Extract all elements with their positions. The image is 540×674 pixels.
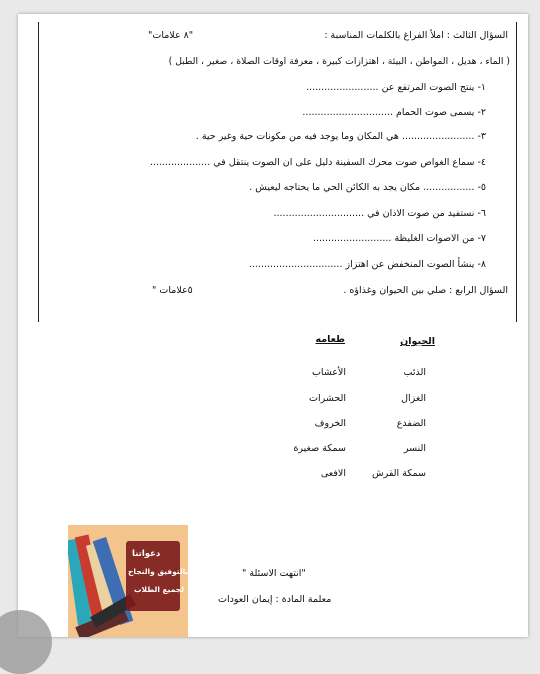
- q3-title: السؤال الثالث : املأ الفراغ بالكلمات المناسبة :: [324, 30, 508, 41]
- q3-word-bank: ( الماء ، هديل ، المواطن ، البيئة ، اهتزازات كبيرة ، معرفة اوقات الصلاة ، صغير ، الطبل ): [168, 56, 510, 67]
- q3-item-8: ٨- ينشأ الصوت المنخفض عن اهتزاز ...............................: [248, 259, 486, 270]
- food-item: الأعشاب: [311, 367, 346, 378]
- q4-marks: ٥علامات ": [152, 285, 193, 296]
- food-item: الحشرات: [309, 393, 346, 404]
- worksheet-page: [18, 14, 528, 637]
- books-icon: [68, 525, 188, 637]
- animal-item: الغزال: [401, 393, 426, 404]
- animal-item: سمكة القرش: [372, 468, 426, 479]
- books-graphic: [68, 525, 188, 637]
- q3-item-4: ٤- سماع الغواص صوت محرك السفينة دليل على ان الصوت ينتقل في ....................: [149, 157, 486, 168]
- col-animal-header: الحيوان: [400, 336, 435, 347]
- animal-item: الذئب: [403, 367, 426, 378]
- animal-item: النسر: [403, 443, 426, 454]
- q4-title: السؤال الرابع : صلي بين الحيوان وغذاؤه .: [343, 285, 508, 296]
- col-food-header: طعامه: [315, 334, 345, 345]
- food-item: سمكة صغيرة: [293, 443, 346, 454]
- question-frame: [38, 22, 517, 322]
- image-text-1: دعواتنا: [132, 549, 161, 559]
- q3-item-2: ٢- يسمى صوت الحمام ..............................: [302, 107, 486, 118]
- q3-item-3: ٣- ........................ هي المكان وما يوجد فيه من مكونات حية وغير حية .: [195, 131, 486, 142]
- end-text: "انتهت الاسئلة ": [242, 568, 306, 579]
- teacher-name: معلمة المادة : إيمان العودات: [218, 594, 332, 605]
- q3-item-1: ١- ينتج الصوت المرتفع عن ........................: [306, 82, 486, 93]
- animal-item: الضفدع: [396, 418, 426, 429]
- food-item: الافعى: [320, 468, 346, 479]
- image-text-3: لجميع الطلاب: [134, 585, 184, 594]
- image-text-2: بالتوفيق والنجاح: [128, 567, 188, 576]
- food-item: الخروف: [314, 418, 346, 429]
- q3-marks: "٨ علامات": [148, 30, 194, 41]
- q3-item-7: ٧- من الاصوات الغليظة ..........................: [312, 233, 486, 244]
- q3-item-5: ٥- ................. مكان يجد به الكائن الحي ما يحتاجه ليعيش .: [249, 182, 486, 193]
- q3-item-6: ٦- نستفيد من صوت الاذان في ..............................: [273, 208, 486, 219]
